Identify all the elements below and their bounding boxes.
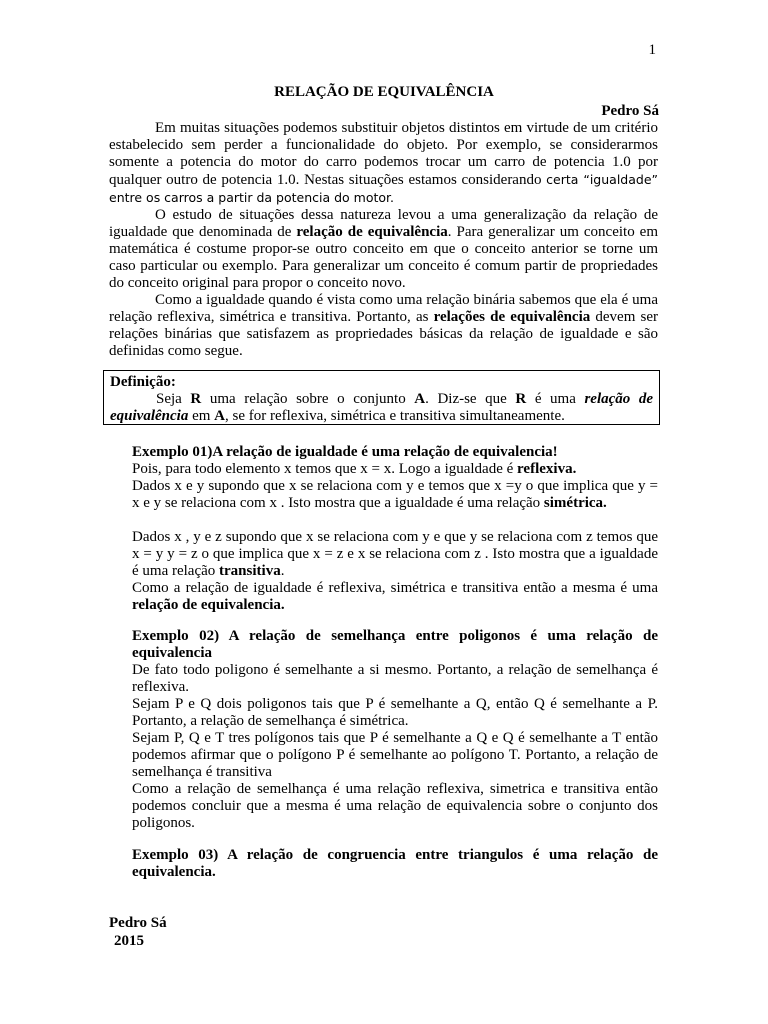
- page-number: 1: [648, 42, 656, 58]
- example-2-heading: Exemplo 02) A relação de semelhança entre poligonos é uma relação de equivalencia: [132, 628, 658, 661]
- author-name: Pedro Sá: [601, 103, 659, 119]
- document-title: RELAÇÃO DE EQUIVALÊNCIA: [274, 84, 494, 100]
- example-2-line-2: Sejam P e Q dois poligonos tais que P é semelhante a Q, então Q é semelhante a P. Portanto, a relação de semelhança é simétrica.: [132, 696, 658, 729]
- example-3: [132, 847, 658, 881]
- example-1-line-1: Pois, para todo elemento x temos que x = x. Logo a igualdade é reflexiva.: [132, 461, 577, 477]
- example-1-line-4: Como a relação de igualdade é reflexiva, simétrica e transitiva então a mesma é uma relação de equivalencia.: [132, 580, 658, 613]
- definition-box: [103, 370, 660, 425]
- example-2: [132, 628, 658, 832]
- example-2-line-4: Como a relação de semelhança é uma relação reflexiva, simetrica e transitiva então podemos concluir que a mesma é uma relação de equivalencia sobre o conjunto dos poligonos.: [132, 781, 658, 831]
- footer-author: Pedro Sá: [109, 915, 167, 931]
- example-1: [132, 444, 658, 614]
- definition-heading: Definição:: [110, 374, 176, 390]
- intro-paragraph-3: Como a igualdade quando é vista como uma relação binária sabemos que ela é uma relação reflexiva, simétrica e transitiva. Portanto, as relações de equivalência devem ser relações binárias que satisfazem as propriedades básicas da relação de igualdade e são definidas como segue.: [109, 292, 658, 359]
- example-1-heading: Exemplo 01)A relação de igualdade é uma relação de equivalencia!: [132, 444, 558, 460]
- example-2-line-1: De fato todo poligono é semelhante a si mesmo. Portanto, a relação de semelhança é reflexiva.: [132, 662, 658, 695]
- intro-paragraph-2: O estudo de situações dessa natureza levou a uma generalização da relação de igualdade que denominada de relação de equivalência. Para generalizar um conceito em matemática é costume propor-se outro conceito em que o conceito anterior se torne um caso particular ou exemplo. Para generalizar um conceito é comum partir de propriedades do conceito original para propor o conceito novo.: [109, 207, 659, 291]
- intro-paragraph-1: Em muitas situações podemos substituir objetos distintos em virtude de um critério estabelecido sem perder a funcionalidade do objeto. Por exemplo, se considerarmos somente a potencia do motor do carro podemos trocar um carro de potencia 1.0 por qualquer outro de potencia 1.0. Nestas situações estamos considerando certa “igualdade” entre os carros a partir da potencia do motor.: [109, 120, 658, 205]
- example-1-line-2: Dados x e y supondo que x se relaciona com y e temos que x =y o que implica que y = x e y se relaciona com x . Isto mostra que a igualdade é uma relação simétrica.: [132, 478, 658, 511]
- intro-paragraph-1-sans: certa “igualdade” entre os carros a partir da potencia do motor.: [109, 172, 658, 205]
- example-3-heading: Exemplo 03) A relação de congruencia entre triangulos é uma relação de equivalencia.: [132, 847, 658, 880]
- definition-text: Seja R uma relação sobre o conjunto A. Diz-se que R é uma relação de equivalência em A, se for reflexiva, simétrica e transitiva simultaneamente.: [110, 391, 654, 424]
- example-2-line-3: Sejam P, Q e T tres polígonos tais que P é semelhante a Q e Q é semelhante a T então podemos afirmar que o polígono P é semelhante ao polígono T. Portanto, a relação de semelhança é transitiva: [132, 730, 658, 780]
- example-1-line-3: Dados x , y e z supondo que x se relaciona com y e que y se relaciona com z temos que x = y y = z o que implica que x = z e x se relaciona com z . Isto mostra que a igualdade é uma relação transitiva.: [132, 529, 658, 579]
- intro-section: [109, 120, 658, 360]
- footer-year: 2015: [114, 933, 144, 949]
